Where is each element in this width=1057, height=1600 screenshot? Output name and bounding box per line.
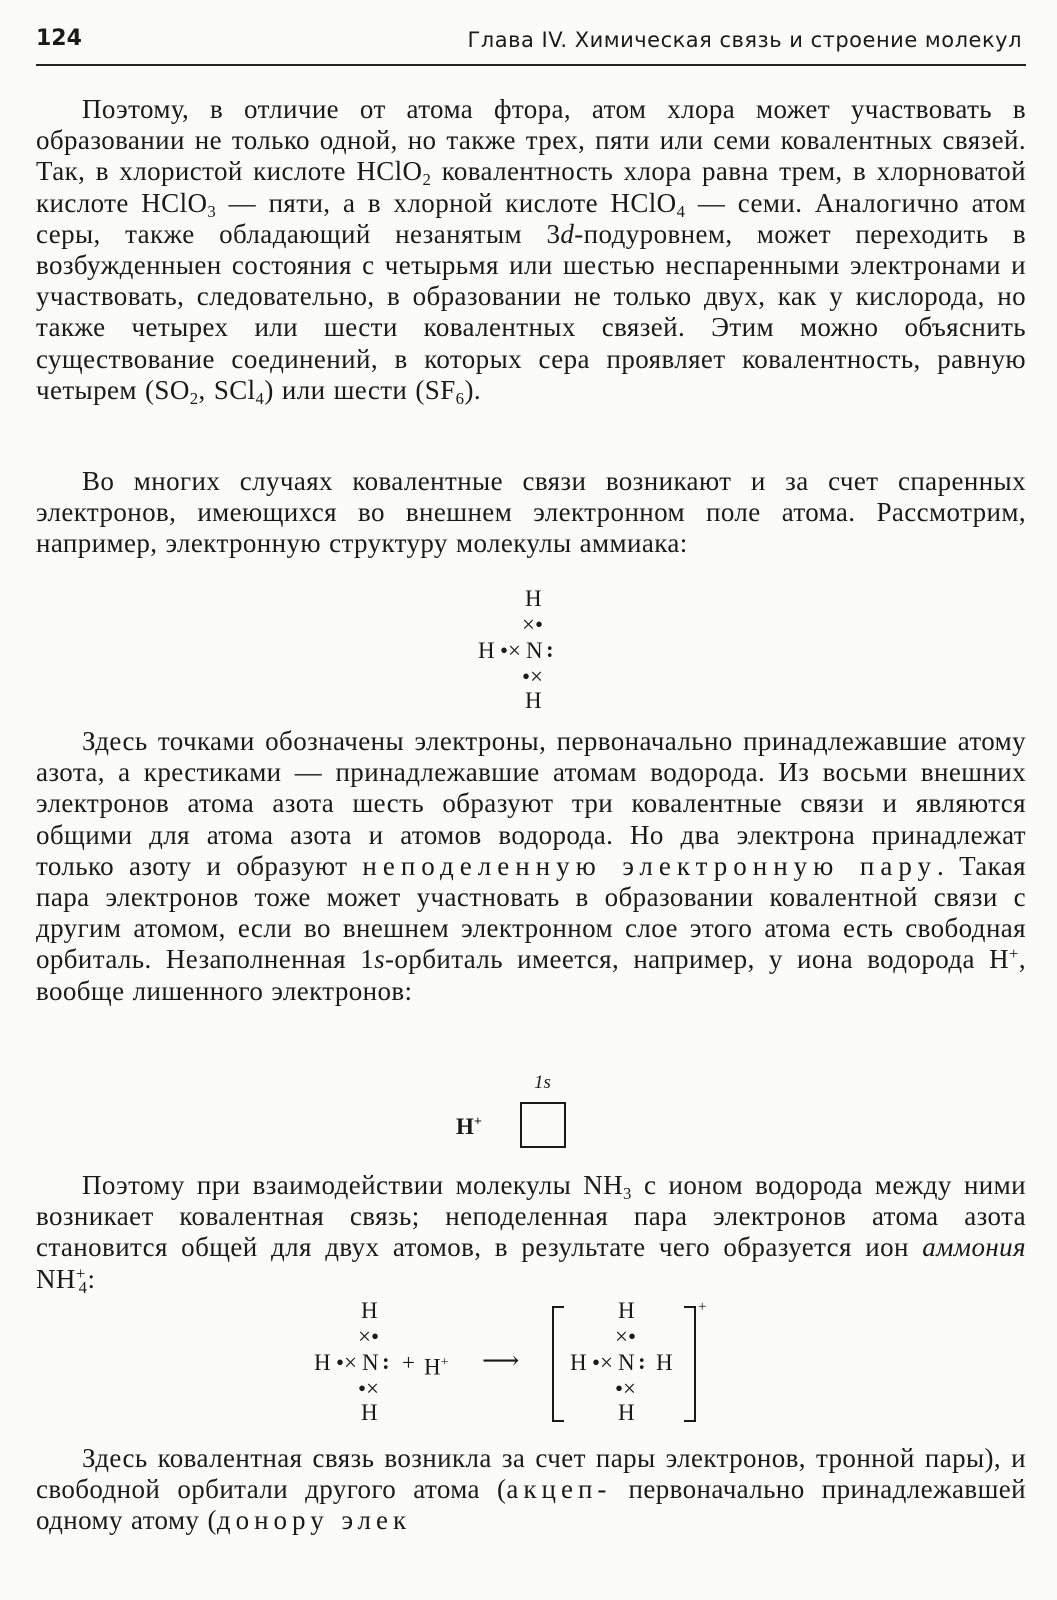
product-bond-right: : xyxy=(638,1349,646,1374)
product-left-bond: •× xyxy=(592,1350,614,1375)
paragraph-ammonium: Поэтому при взаимодействии молекулы $NH_3$ с ионом водорода между ними возникает ковалентная связь; неподеленная пара электронов атома азота становится общей для двух атомов, в результате чего образуется ион аммония $NH^+_4$: xyxy=(36,1170,1026,1297)
paragraph-lone-pair: Здесь точками обозначены электроны, первоначально принадлежавшие атому азота, а крестиками — принадлежавшие атомам водорода. Из восьми внешних электронов атома азота шесть образуют три ковалентные связи и являются общими для атома азота и атомов водорода. Но два электрона принадлежат только азоту и образуют неподеленную электронную пару. Такая пара электронов тоже может участновать в образовании ковалентной связи с другим атомом, если во внешнем электронном слое этого атома есть свободная орбиталь. Незаполненная 1s-орбиталь имеется, например, у иона водорода H+, вообще лишенного электронов: xyxy=(36,726,1026,1006)
orbital-label-1s: 1s xyxy=(534,1072,551,1093)
reactant-left-h: H xyxy=(314,1350,331,1375)
ammonium-charge: + xyxy=(698,1299,707,1315)
paragraph-chlorine-sulfur: Поэтому, в отличие от атома фтора, атом хлора может участвовать в образовании не только одной, но также трех, пяти или семи ковалентных связей. Так, в хлористой кислоте HClO$_2$ ковалентность хлора равна трем, в хлорноватой кислоте HClO$_3$ — пяти, а в хлорной кислоте HClO$_4$ — семи. Аналогично атом серы, также обладающий незанятым 3d-подуровнем, может переходить в возбужденныен состояния с четырьмя или шестью неспаренными электронами и участвовать, следовательно, в образовании не только двух, как у кислорода, но также четырех или шести ковалентных связей. Этим можно объяснить существование соединений, в которых сера проявляет ковалентность, равную четырем ($SO_2$, SCl$_4$) или шести $(SF_6)$. xyxy=(36,94,1027,408)
ammonia-nitrogen: N xyxy=(526,638,543,663)
reactant-bottom-bond: •× xyxy=(358,1376,380,1401)
ammonia-top-bond: ×• xyxy=(522,612,544,637)
right-bracket xyxy=(684,1306,696,1422)
proton-orbital-diagram xyxy=(450,1072,590,1156)
paragraph-paired-electrons: Во многих случаях ковалентные связи возникают и за счет спаренных электронов, имеющихся во внешнем электронном поле атома. Рассмотрим, например, электронную структуру молекулы аммиака: xyxy=(36,466,1026,559)
paragraph-donor-acceptor: Здесь ковалентная связь возникла за счет пары электронов, тронной пары), и свободной орбитали другого атома (акцеп- первоначально принадлежавшей одному атому (донору элек xyxy=(36,1443,1026,1536)
plus-sign: + xyxy=(402,1350,415,1375)
reactant-proton: H+ xyxy=(424,1354,449,1380)
product-left-h: H xyxy=(570,1350,587,1375)
product-bottom-bond: •× xyxy=(615,1376,637,1401)
product-top-h: H xyxy=(618,1298,635,1323)
reactant-top-bond: ×• xyxy=(358,1324,380,1349)
left-bracket xyxy=(552,1306,564,1422)
proton-ion-symbol: H+ xyxy=(456,1114,482,1139)
ammonia-left-bond: •× xyxy=(500,638,522,663)
product-right-h: H xyxy=(656,1350,673,1375)
chapter-title: Глава IV. Химическая связь и строение молекул xyxy=(467,28,1022,52)
product-nitrogen: N xyxy=(618,1350,635,1375)
reactant-lone-pair: : xyxy=(382,1349,390,1374)
reactant-nitrogen: N xyxy=(362,1350,379,1375)
page-number: 124 xyxy=(36,26,82,51)
reaction-arrow: ⟶ xyxy=(482,1346,520,1375)
ammonium-formation-equation xyxy=(300,1298,720,1430)
ammonia-lone-pair: : xyxy=(546,637,554,662)
ammonia-bottom-bond: •× xyxy=(522,664,544,689)
empty-orbital-box xyxy=(520,1102,566,1148)
ammonia-top-h: H xyxy=(525,586,542,611)
header-rule xyxy=(36,64,1026,66)
ammonia-left-h: H xyxy=(478,638,495,663)
running-header xyxy=(36,26,1026,62)
reactant-top-h: H xyxy=(361,1298,378,1323)
reactant-left-bond: •× xyxy=(336,1350,358,1375)
ammonia-lewis-structure xyxy=(470,586,590,714)
product-top-bond: ×• xyxy=(615,1324,637,1349)
product-bottom-h: H xyxy=(618,1400,635,1425)
reactant-bottom-h: H xyxy=(361,1400,378,1425)
ammonia-bottom-h: H xyxy=(525,688,542,713)
